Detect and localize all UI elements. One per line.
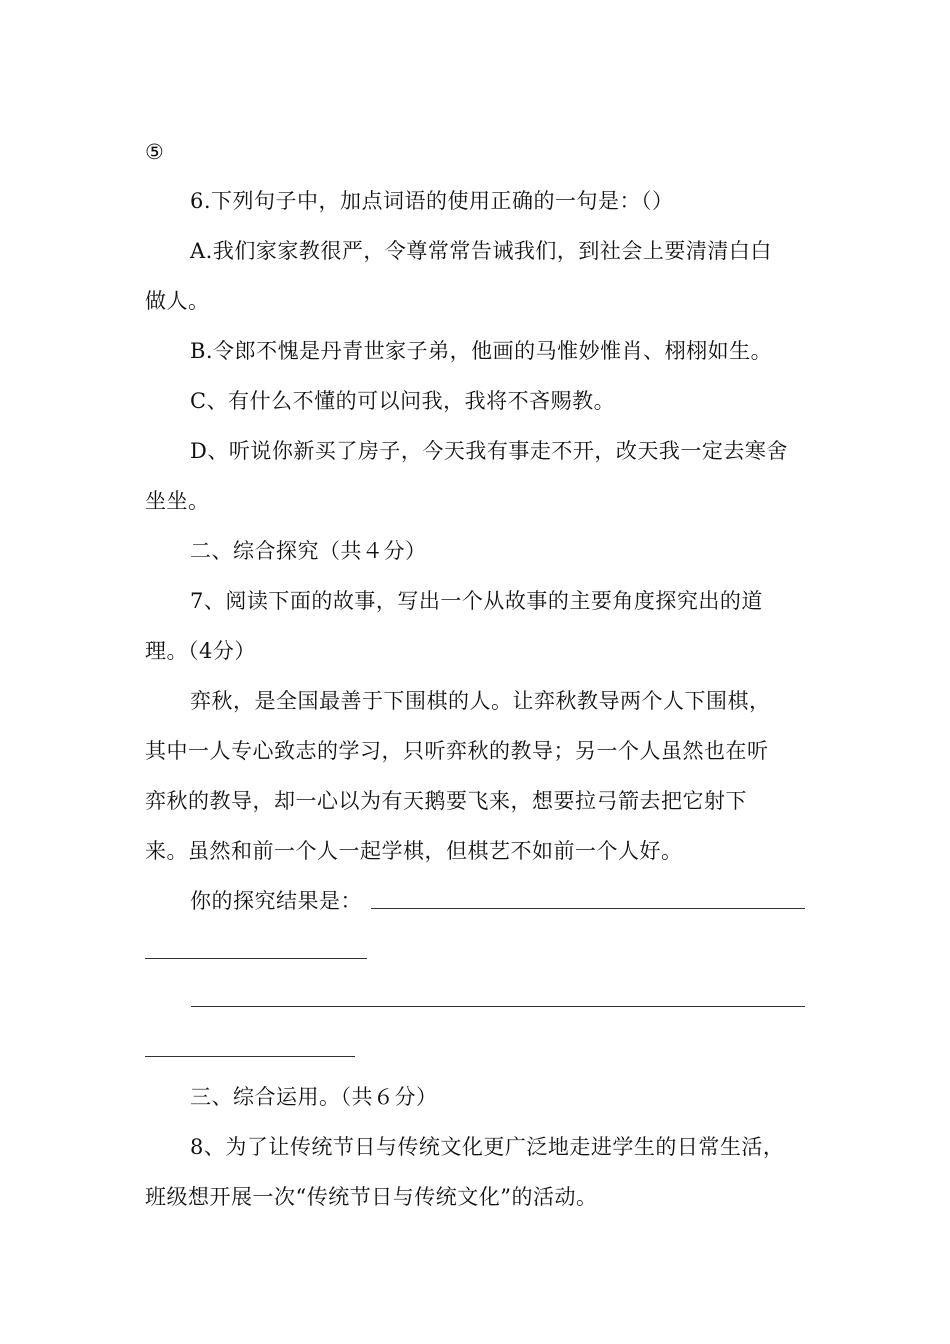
question-6-option-d-continued: 坐坐。 xyxy=(145,489,210,513)
question-6-option-c: C、有什么不懂的可以问我，我将不吝赐教。 xyxy=(190,389,616,413)
answer-blank-line-1-continued[interactable] xyxy=(145,958,367,959)
story-paragraph-line-3: 弈秋的教导，却一心以为有天鹅要飞来，想要拉弓箭去把它射下 xyxy=(145,789,747,813)
question-6-option-d: D、听说你新买了房子，今天我有事走不开，改天我一定去寒舍 xyxy=(190,439,788,463)
question-6-option-a-continued: 做人。 xyxy=(145,289,210,313)
question-6-stem: 6.下列句子中，加点词语的使用正确的一句是：（） xyxy=(190,189,674,213)
question-8-stem-continued: 班级想开展一次“传统节日与传统文化”的活动。 xyxy=(145,1185,598,1209)
question-7-stem: 7、阅读下面的故事，写出一个从故事的主要角度探究出的道 xyxy=(190,589,763,613)
story-paragraph-line-2: 其中一人专心致志的学习，只听弈秋的教导；另一个人虽然也在听 xyxy=(145,739,769,763)
section-2-heading: 二、综合探究（共４分） xyxy=(190,539,427,563)
question-7-stem-continued: 理。（4分） xyxy=(145,639,256,663)
section-3-heading: 三、综合运用。（共６分） xyxy=(190,1085,438,1109)
question-8-stem: 8、为了让传统节日与传统文化更广泛地走进学生的日常生活， xyxy=(190,1135,785,1159)
question-6-option-a: A.我们家家教很严，令尊常常告诫我们，到社会上要清清白白 xyxy=(190,239,772,263)
answer-blank-line-1[interactable] xyxy=(371,908,805,909)
circled-number: ⑤ xyxy=(145,140,165,164)
question-6-option-b: B.令郎不愧是丹青世家子弟，他画的马惟妙惟肖、栩栩如生。 xyxy=(190,339,773,363)
story-paragraph-line-1: 弈秋，是全国最善于下围棋的人。让弈秋教导两个人下围棋， xyxy=(190,689,771,713)
story-paragraph-line-4: 来。虽然和前一个人一起学棋，但棋艺不如前一个人好。 xyxy=(145,839,683,863)
answer-prompt: 你的探究结果是： xyxy=(190,889,362,913)
answer-blank-line-2[interactable] xyxy=(191,1006,805,1007)
answer-blank-line-2-continued[interactable] xyxy=(145,1056,355,1057)
